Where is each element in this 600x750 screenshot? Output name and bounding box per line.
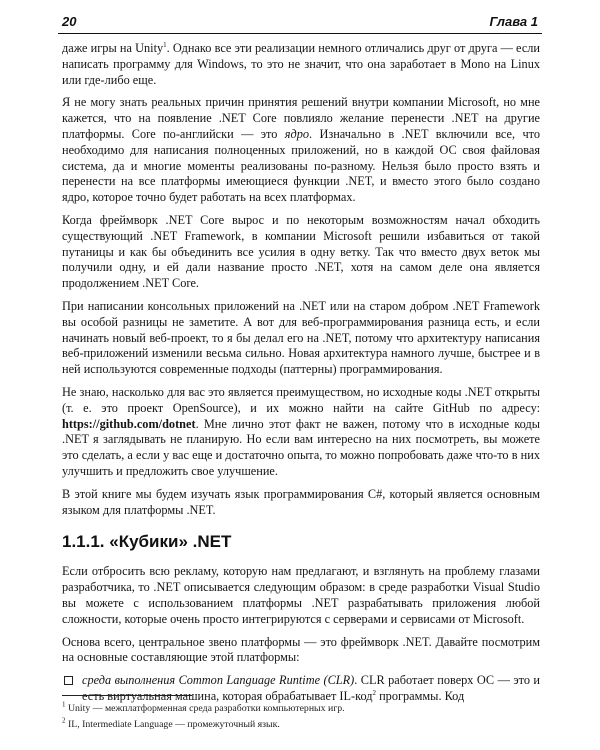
- chapter-title: Глава 1: [489, 14, 538, 29]
- paragraph-1-text: даже игры на Unity: [62, 41, 164, 55]
- checkbox-bullet-icon: [64, 676, 73, 685]
- header-rule: [58, 33, 542, 34]
- paragraph-2-text-cont: . Изначально в .NET включили все, что необходимо для написания полноценных приложений, но в каждой ОС своя файловая система, да и многие моменты реализованы по-разному. Нельзя было просто взять и перенести на все платформы имеющиеся функции .NET, и вместо этого было создано ядро, которое точно будет работать на всех платформах.: [62, 126, 540, 205]
- footnote-1-text: Unity — межплатформенная среда разработки компьютерных игр.: [65, 703, 345, 714]
- running-header: [58, 14, 542, 34]
- footnote-ref-2: 2: [372, 688, 377, 697]
- paragraph-2: [62, 95, 540, 206]
- list-item: [62, 673, 540, 705]
- paragraph-5: [62, 385, 540, 480]
- footnote-2: [62, 717, 540, 733]
- bullet-text: . CLR работает поверх ОС — это и есть виртуальная машина, которая обрабатывает IL-код: [82, 673, 540, 703]
- footnote-2-number: 2: [62, 716, 66, 725]
- paragraph-8: Основа всего, центральное звено платформы — это фреймворк .NET. Давайте посмотрим на основные составляющие этой платформы:: [62, 634, 540, 665]
- page-number: 20: [62, 14, 77, 29]
- footnote-1-number: 1: [62, 700, 66, 709]
- body-text: [62, 41, 540, 712]
- footnote-2-text: IL, Intermediate Language — промежуточный язык.: [65, 719, 280, 730]
- paragraph-7: Если отбросить всю рекламу, которую нам предлагают, и взглянуть на проблему глазами разработчика, то .NET описывается следующим образом: в среде разработки Visual Studio вы можете с использованием платформы .NET разрабатывать приложения любой сложности, которые очень просто интегрируются с серверами и сервисами от Microsoft.: [62, 564, 540, 626]
- paragraph-4: При написании консольных приложений на .NET или на старом добром .NET Framework вы особой разницы не заметите. А вот для веб-программирования разница есть, и если начинать новый веб-проект, то я бы делал его на .NET, потому что архитектуру написания веб-приложений изменили весьма сильно. Новая архитектура намного лучше, быстрее и в ней используются современные подходы (паттерны) программирования.: [62, 298, 540, 377]
- paragraph-5-text-cont: . Мне лично этот факт не важен, потому что в исходные коды .NET я заглядывать не планирую. Но если вам интересно на них посмотреть, вы можете это сделать, а если у вас еще и достаточно опыта, то можно попробовать даже что-то в них улучшить и предложить свое улучшение.: [62, 416, 540, 478]
- emphasis-kernel: ядро: [284, 126, 310, 141]
- paragraph-1: [62, 41, 540, 88]
- footnote-1: [62, 701, 540, 717]
- paragraph-2-text: Я не могу знать реальных причин принятия решений внутри компании Microsoft, но мне кажется, что на появление .NET Core повлияло желание перенести .NET на другие платформы. Core по-английски — это: [62, 95, 540, 141]
- paragraph-6: В этой книге мы будем изучать язык программирования C#, который является основным языком для платформы .NET.: [62, 486, 540, 517]
- bullet-term: среда выполнения Common Language Runtime (CLR): [82, 673, 355, 688]
- github-link: https://github.com/dotnet: [62, 416, 196, 431]
- footnote-rule: [62, 695, 192, 696]
- paragraph-1-text-cont: . Однако все эти реализации немного отличались друг от друга — если написать программу для Windows, то это не значит, что она заработает в Mono на Linux или где-либо еще.: [62, 41, 540, 87]
- footnotes: [62, 701, 540, 733]
- paragraph-3: Когда фреймворк .NET Core вырос и по некоторым возможностям начал обходить существующий .NET Framework, в компании Microsoft решили избавиться от такой путаницы и как бы объединить все усилия в одну ветку. Так что вместо двух веток мы получили одну, и ей дали название просто .NET, хотя на самом деле она является продолжением .NET Core.: [62, 212, 540, 291]
- bullet-text-cont: программы. Код: [376, 688, 465, 703]
- footnote-ref-1: 1: [163, 40, 167, 49]
- section-heading: 1.1.1. «Кубики» .NET: [62, 532, 232, 552]
- paragraph-5-text: Не знаю, насколько для вас это является преимуществом, но исходные коды .NET открыты (т. е. это проект OpenSource), и их можно найти на сайте GitHub по адресу:: [62, 384, 540, 415]
